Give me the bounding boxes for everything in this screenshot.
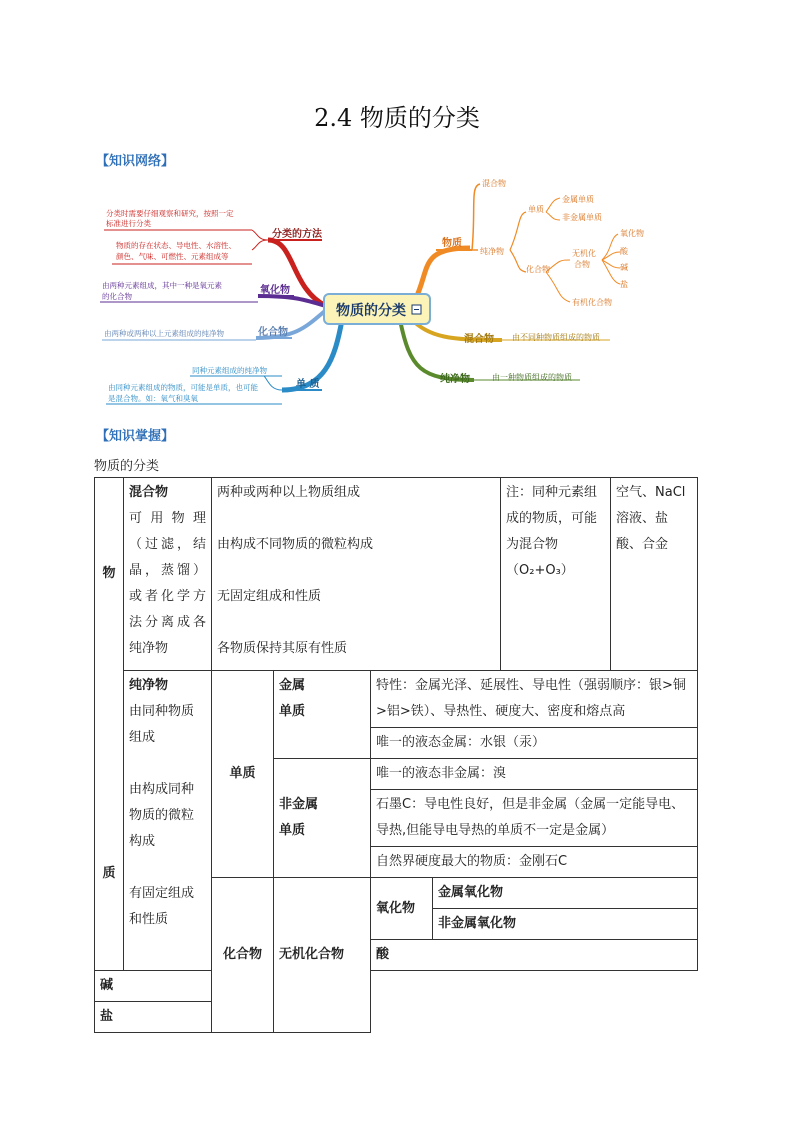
inorganic-compound-cell: 无机化合物	[274, 878, 371, 1033]
mixture-examples: 空气、NaCl溶液、盐酸、合金	[611, 478, 698, 671]
mindmap-pure-note: 由一种物质组成的物质	[492, 373, 572, 382]
mindmap-sub-inorganic-a: 无机化	[572, 249, 596, 258]
mindmap-sub-salt: 盐	[620, 280, 628, 289]
mindmap-sub-metal: 金属单质	[562, 195, 594, 204]
pure-desc-line: 物质的微粒	[129, 808, 195, 823]
mindmap-compound-note: 由两种或两种以上元素组成的纯净物	[104, 329, 224, 338]
nonmetal-element-cell	[274, 759, 371, 878]
metal-oxide-cell: 金属氧化物	[433, 878, 698, 909]
mindmap-element-note2a: 由同种元素组成的物质，可能是单质，也可能	[108, 383, 258, 392]
metal-name-a: 金属	[279, 678, 306, 693]
mindmap-method-label: 分类的方法	[272, 229, 322, 240]
mindmap-oxide-note-b: 的化合物	[102, 292, 132, 301]
mixture-cell	[124, 478, 212, 671]
liquid-metal: 唯一的液态金属：水银（汞）	[371, 728, 698, 759]
mindmap-method-note1b: 标准进行分类	[106, 219, 151, 228]
pure-cell	[124, 671, 212, 971]
mixture-note: 注：同种元素组成的物质，可能为混合物（O₂+O₃）	[501, 478, 611, 671]
mindmap-mixture-note: 由不同种物质组成的物质	[512, 333, 600, 342]
pure-desc-line: 构成	[129, 834, 156, 849]
pure-desc-line: 组成	[129, 730, 156, 745]
element-cell: 单质	[212, 671, 274, 878]
mindmap-sub-compound: 化合物	[526, 265, 550, 274]
substance-char-top: 物	[102, 566, 116, 581]
mindmap-compound-label: 化合物	[258, 327, 288, 338]
mixture-props-cell	[212, 478, 501, 671]
mindmap-method-note2a: 物质的存在状态、导电性、水溶性、	[116, 241, 236, 250]
mindmap-sub-base: 碱	[620, 263, 628, 272]
mindmap-sub-organic: 有机化合物	[572, 298, 612, 307]
hardest-substance: 自然界硬度最大的物质：金刚石C	[371, 847, 698, 878]
mindmap-method-note2b: 颜色、气味、可燃性、元素组成等	[116, 252, 229, 261]
mixture-prop: 两种或两种以上物质组成	[217, 485, 361, 500]
mindmap-element-label: 单 质	[296, 379, 320, 390]
pure-name: 纯净物	[129, 678, 169, 693]
mindmap-pure-label: 纯净物	[440, 374, 470, 385]
nonmetal-name-a: 非金属	[279, 797, 319, 812]
nonmetal-oxide-cell: 非金属氧化物	[433, 909, 698, 940]
section-network-heading: 【知识网络】	[96, 154, 175, 169]
table-caption: 物质的分类	[94, 459, 160, 474]
mindmap-sub-inorganic-b: 合物	[574, 260, 590, 269]
mindmap-sub-element: 单质	[528, 205, 544, 214]
section-mastery-heading: 【知识掌握】	[96, 429, 175, 444]
salt-cell: 盐	[95, 1002, 371, 1033]
classification-table	[94, 477, 698, 1033]
mindmap-mixture-label: 混合物	[464, 334, 494, 345]
mindmap-element-note1: 同种元素组成的纯净物	[192, 366, 267, 375]
mindmap-sub-nonmetal: 非金属单质	[562, 213, 602, 222]
mixture-name: 混合物	[129, 485, 169, 500]
mixture-desc-line: 可用物理	[129, 511, 206, 526]
mindmap-substance-label: 物质	[442, 238, 462, 249]
mixture-desc-line: 法分离成各	[129, 615, 206, 630]
mixture-desc-line: 纯净物	[129, 641, 169, 656]
acid-cell: 酸	[371, 940, 698, 971]
substance-char-bottom: 质	[102, 866, 116, 881]
mind-map	[90, 168, 670, 418]
liquid-nonmetal: 唯一的液态非金属：溴	[371, 759, 698, 790]
mindmap-method-note1a: 分类时需要仔细观察和研究，按照一定	[106, 209, 234, 218]
mixture-desc-line: 或者化学方	[129, 589, 206, 604]
mindmap-oxide-note-a: 由两种元素组成，其中一种是氧元素	[102, 281, 222, 290]
graphite-note: 石墨C：导电性良好，但是非金属（金属一定能导电、导热,但能导电导热的单质不一定是金属）	[371, 790, 698, 847]
mindmap-sub-oxide: 氧化物	[620, 229, 644, 238]
nonmetal-name-b: 单质	[279, 823, 306, 838]
substance-col-cell	[95, 478, 124, 971]
mindmap-element-note2b: 是混合物。如：氧气和臭氧	[108, 394, 198, 403]
mixture-prop: 无固定组成和性质	[217, 589, 322, 604]
mindmap-center: 物质的分类	[336, 303, 406, 319]
metal-element-cell	[274, 671, 371, 759]
pure-desc-line: 和性质	[129, 912, 169, 927]
metal-name-b: 单质	[279, 704, 306, 719]
pure-desc-line: 有固定组成	[129, 886, 195, 901]
pure-desc-line: 由构成同种	[129, 782, 195, 797]
mindmap-sub-mixture: 混合物	[482, 179, 506, 188]
mixture-prop: 各物质保持其原有性质	[217, 641, 348, 656]
page-title: 2.4 物质的分类	[314, 104, 480, 132]
mixture-desc-line: 晶，蒸馏）	[129, 563, 206, 578]
mindmap-oxide-label: 氧化物	[260, 285, 290, 296]
base-cell: 碱	[95, 971, 371, 1002]
mindmap-sub-pure: 纯净物	[480, 247, 504, 256]
compound-cell: 化合物	[212, 878, 274, 1033]
pure-desc-line: 由同种物质	[129, 704, 195, 719]
mixture-prop: 由构成不同物质的微粒构成	[217, 537, 374, 552]
mixture-desc-line: （过滤，结	[129, 537, 206, 552]
mindmap-sub-acid: 酸	[620, 247, 628, 256]
metal-properties: 特性：金属光泽、延展性、导电性（强弱顺序：银>铜>铝>铁）、导热性、硬度大、密度和熔点高	[371, 671, 698, 728]
oxide-cell: 氧化物	[371, 878, 433, 940]
